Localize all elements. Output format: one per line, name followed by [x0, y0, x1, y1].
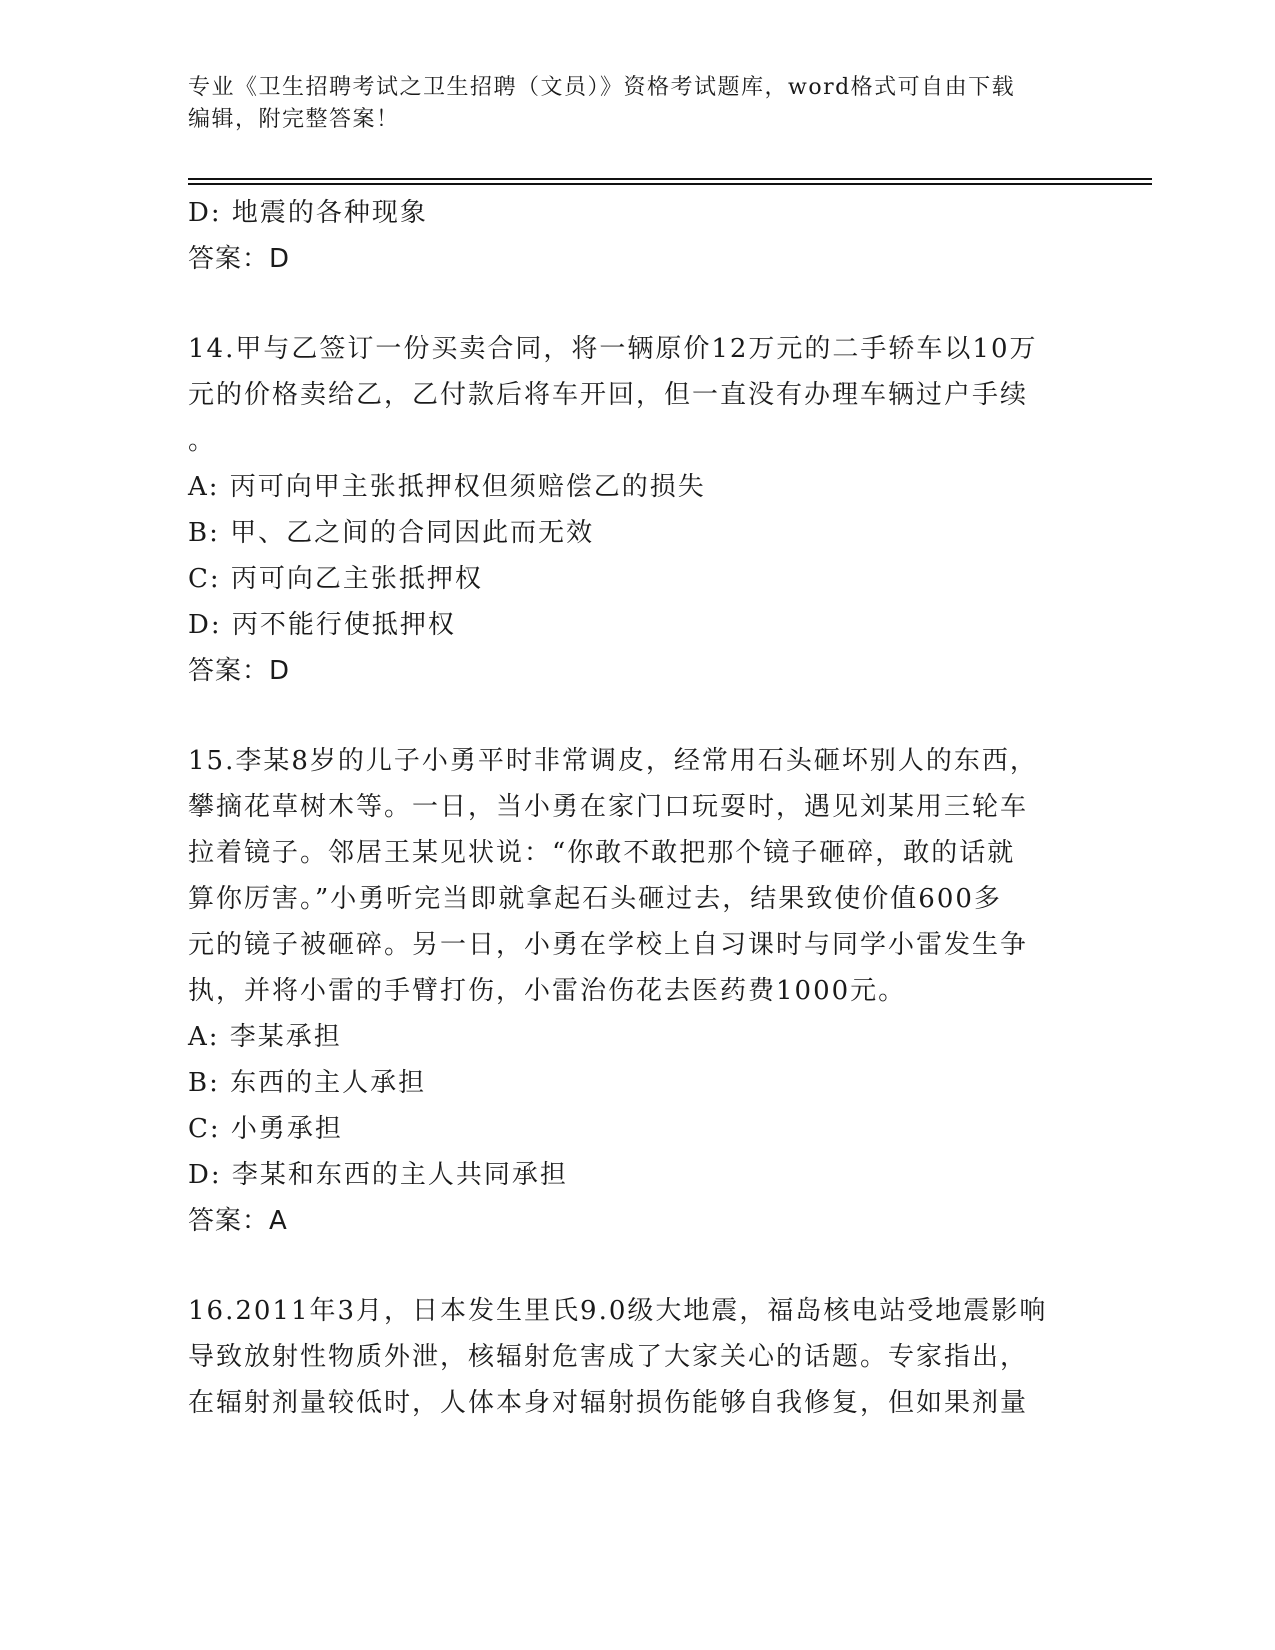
header-line-1: 专业《卫生招聘考试之卫生招聘（文员）》资格考试题库，word格式可自由下载 — [188, 75, 1016, 100]
question-14-answer: 答案：D — [188, 656, 291, 686]
question-15-option-b: B: 东西的主人承担 — [188, 1068, 427, 1098]
header-line-2: 编辑，附完整答案！ — [188, 107, 400, 132]
question-14 — [188, 326, 1078, 694]
question-15-stem — [188, 738, 1078, 1014]
prev-option-d: D: 地震的各种现象 — [188, 198, 428, 228]
stem-line: 算你厉害。”小勇听完当即就拿起石头砸过去，结果致使价值600多 — [188, 884, 1002, 914]
question-14-stem — [188, 326, 1078, 464]
stem-line: 16.2011年3月，日本发生里氏9.0级大地震，福岛核电站受地震影响 — [188, 1296, 1048, 1326]
document-body — [188, 190, 1078, 1426]
stem-line: 15.李某8岁的儿子小勇平时非常调皮，经常用石头砸坏别人的东西， — [188, 746, 1038, 776]
spacer — [188, 282, 1078, 326]
question-16-stem — [188, 1288, 1078, 1426]
question-15-answer: 答案：A — [188, 1206, 288, 1236]
question-14-option-d: D: 丙不能行使抵押权 — [188, 610, 456, 640]
question-15-option-c: C: 小勇承担 — [188, 1114, 343, 1144]
stem-line: 执，并将小雷的手臂打伤，小雷治伤花去医药费1000元。 — [188, 976, 907, 1006]
header-rule-bottom — [188, 183, 1152, 185]
question-16 — [188, 1288, 1078, 1426]
question-15 — [188, 738, 1078, 1244]
question-15-option-d: D: 李某和东西的主人共同承担 — [188, 1160, 568, 1190]
stem-line: 元的价格卖给乙，乙付款后将车开回，但一直没有办理车辆过户手续 — [188, 380, 1029, 410]
prev-answer: 答案：D — [188, 244, 291, 274]
question-14-option-c: C: 丙可向乙主张抵押权 — [188, 564, 483, 594]
stem-line: 攀摘花草树木等。一日，当小勇在家门口玩耍时，遇见刘某用三轮车 — [188, 792, 1029, 822]
stem-line: 导致放射性物质外泄，核辐射危害成了大家关心的话题。专家指出， — [188, 1342, 1029, 1372]
spacer — [188, 694, 1078, 738]
header-rule-top — [188, 178, 1152, 180]
stem-line: 14.甲与乙签订一份买卖合同，将一辆原价12万元的二手轿车以10万 — [188, 334, 1038, 364]
spacer — [188, 1244, 1078, 1288]
stem-line: 在辐射剂量较低时，人体本身对辐射损伤能够自我修复，但如果剂量 — [188, 1388, 1029, 1418]
question-15-option-a: A: 李某承担 — [188, 1022, 342, 1052]
stem-line: 。 — [188, 426, 217, 456]
question-14-option-a: A: 丙可向甲主张抵押权但须赔偿乙的损失 — [188, 472, 706, 502]
stem-line: 拉着镜子。邻居王某见状说：“你敢不敢把那个镜子砸碎，敢的话就 — [188, 838, 1016, 868]
stem-line: 元的镜子被砸碎。另一日，小勇在学校上自习课时与同学小雷发生争 — [188, 930, 1029, 960]
document-header — [188, 72, 1088, 136]
question-14-option-b: B: 甲、乙之间的合同因此而无效 — [188, 518, 595, 548]
